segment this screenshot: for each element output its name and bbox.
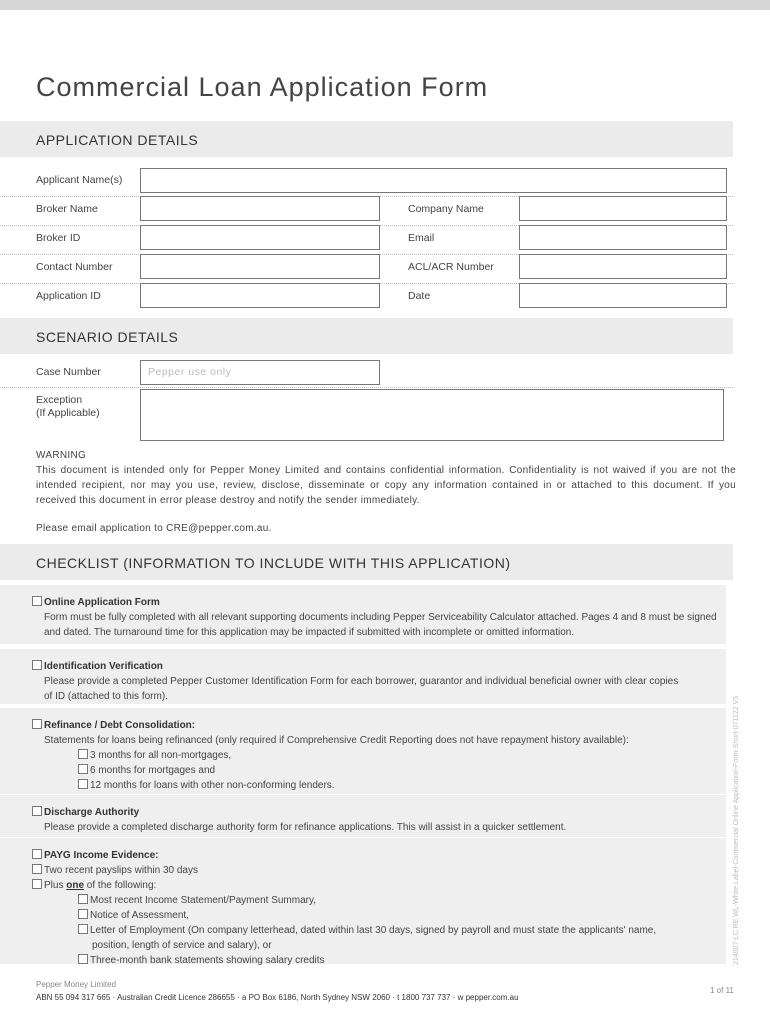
date-input[interactable] [519,283,727,308]
exception-label [36,394,100,420]
checkbox-notice-assessment[interactable] [78,909,88,919]
option-label: Three-month bank statements showing salary credits [90,955,325,966]
option-label: Two recent payslips within 30 days [44,865,198,876]
item-title: Identification Verification [44,661,163,672]
exception-label-sub: (If Applicable) [36,407,100,419]
checklist-refinance [0,708,726,794]
date-label: Date [408,290,431,302]
item-title: PAYG Income Evidence: [44,850,159,861]
option-label: Plus [44,880,64,891]
section-checklist: CHECKLIST (INFORMATION TO INCLUDE WITH THIS APPLICATION) [0,544,733,580]
checkbox-letter-employment[interactable] [78,924,88,934]
top-bar [0,0,770,10]
email-label: Email [408,232,435,244]
email-instruction: Please email application to CRE@pepper.com.au. [36,523,272,534]
item-body: Form must be fully completed with all relevant supporting documents including Pepper Serviceability Calculator attached. Pages 4 and 8 must be signed and dated. The turnaround time for this application may be impacted if submitted with incomplete or omitted information. [44,612,717,638]
acl-input[interactable] [519,254,727,279]
page-title: Commercial Loan Application Form [36,72,489,102]
company-name-label: Company Name [408,203,484,215]
broker-id-label: Broker ID [36,232,81,244]
checklist-payg [0,838,726,964]
option-label: of the following: [86,880,157,891]
broker-name-input[interactable] [140,196,380,221]
checkbox-12-months[interactable] [78,779,88,789]
applicant-label: Applicant Name(s) [36,174,123,186]
checkbox-bank-statements[interactable] [78,954,88,964]
case-number-label: Case Number [36,366,101,378]
option-label: Letter of Employment (On company letterhead, dated within last 30 days, signed by payroll and must state the applicants' name, [90,925,657,936]
exception-label-text: Exception [36,394,83,406]
checklist-online [0,585,726,644]
option-label: Most recent Income Statement/Payment Summary, [90,895,317,906]
option-label: 12 months for loans with other non-conforming lenders. [90,780,335,791]
checkbox-identification[interactable] [32,660,42,670]
emphasis-one: one [66,880,85,891]
checkbox-payslips[interactable] [32,864,42,874]
checkbox-refinance[interactable] [32,719,42,729]
checkbox-plus-one[interactable] [32,879,42,889]
checkbox-payg[interactable] [32,849,42,859]
checkbox-3-months[interactable] [78,749,88,759]
document-code: 214007-LC.RE.WL-White Label-Commercial Online Application-Form-Short-071122 V5 [733,695,740,965]
item-title: Discharge Authority [44,807,140,818]
checkbox-discharge[interactable] [32,806,42,816]
broker-id-input[interactable] [140,225,380,250]
warning-body: This document is intended only for Pepper Money Limited and contains confidential information. Confidentiality is not waived if you are not the intended recipient, nor may you use, review, disclose, disseminate or copy any information contained in or attached to this document. If you received this document in error please destroy and notify the sender immediately. [36,465,736,506]
divider [0,387,733,388]
email-input[interactable] [519,225,727,250]
application-id-label: Application ID [36,290,101,302]
option-label: 3 months for all non-mortgages, [90,750,232,761]
application-id-input[interactable] [140,283,380,308]
item-title: Online Application Form [44,597,160,608]
section-scenario-details: SCENARIO DETAILS [0,318,733,354]
acl-label: ACL/ACR Number [408,261,494,273]
warning-block [36,448,736,536]
footer-company: Pepper Money Limited [36,980,117,989]
item-title: Refinance / Debt Consolidation: [44,720,196,731]
checkbox-6-months[interactable] [78,764,88,774]
case-number-input[interactable]: Pepper use only [140,360,380,385]
exception-input[interactable] [140,389,724,441]
contact-label: Contact Number [36,261,113,273]
section-application-details: APPLICATION DETAILS [0,121,733,157]
item-body: Please provide a completed discharge authority form for refinance applications. This will assist in a quicker settlement. [44,822,567,833]
broker-name-label: Broker Name [36,203,98,215]
option-label: Notice of Assessment, [90,910,189,921]
warning-title: WARNING [36,450,87,461]
option-label-continued: position, length of service and salary), or [92,940,272,951]
company-name-input[interactable] [519,196,727,221]
footer-details: ABN 55 094 317 665 · Australian Credit Licence 286655 · a PO Box 6186, North Sydney NSW 2060 · t 1800 737 737 · w pepper.com.au [36,993,519,1002]
checklist-discharge [0,795,726,837]
checkbox-online[interactable] [32,596,42,606]
item-body: Statements for loans being refinanced (only required if Comprehensive Credit Reporting does not have repayment history available): [44,735,629,746]
page-number: 1 of 11 [710,986,734,995]
item-body: Please provide a completed Pepper Customer Identification Form for each borrower, guarantor and individual beneficial owner with clear copies of ID (attached to this form). [44,676,679,702]
contact-input[interactable] [140,254,380,279]
option-label: 6 months for mortgages and [90,765,216,776]
checkbox-income-statement[interactable] [78,894,88,904]
applicant-input[interactable] [140,168,727,193]
checklist-identification [0,649,726,704]
